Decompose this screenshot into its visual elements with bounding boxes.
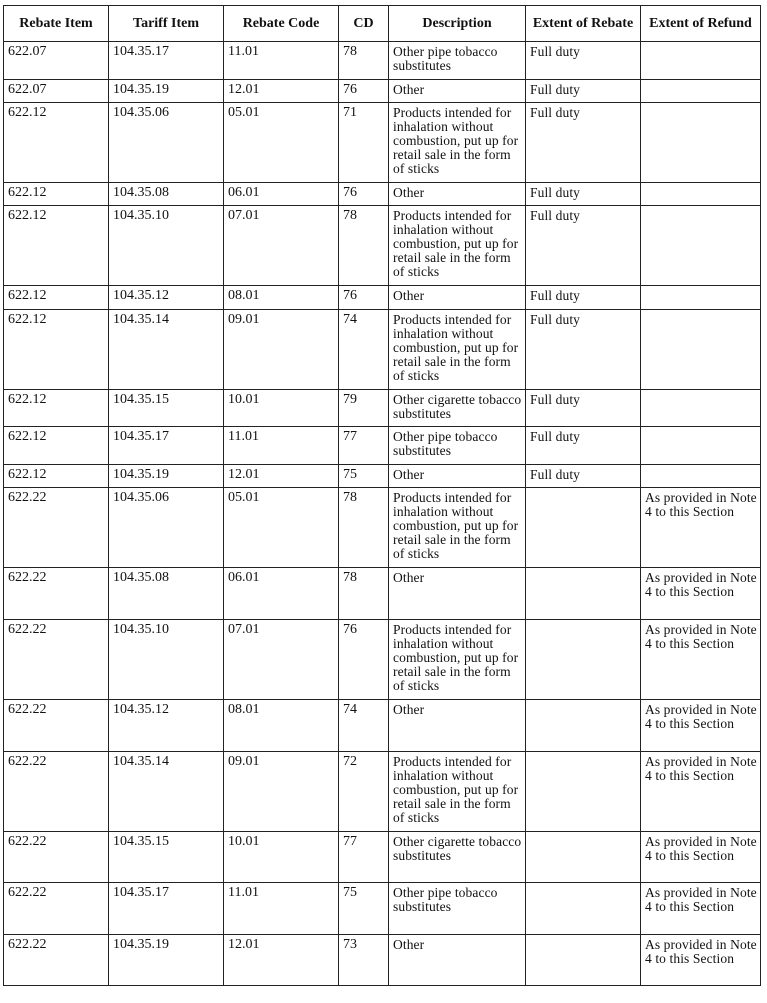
cell-rebate-code: 09.01 (224, 752, 339, 832)
cell-extent-of-refund (641, 206, 761, 286)
cell-rebate-item: 622.22 (4, 832, 109, 883)
cell-extent-of-refund (641, 465, 761, 488)
cell-extent-of-refund: As provided in Note 4 to this Section (641, 935, 761, 986)
cell-extent-of-refund: As provided in Note 4 to this Section (641, 488, 761, 568)
cell-extent-of-refund (641, 390, 761, 427)
rebate-table (3, 5, 761, 986)
table-row (4, 206, 761, 286)
cell-extent-of-rebate: Full duty (526, 465, 641, 488)
cell-tariff-item: 104.35.10 (109, 206, 224, 286)
cell-rebate-item: 622.12 (4, 183, 109, 206)
cell-cd: 78 (339, 568, 389, 620)
cell-description: Products intended for inhalation without combustion, put up for retail sale in the form of sticks (389, 620, 526, 700)
cell-description: Products intended for inhalation without combustion, put up for retail sale in the form of sticks (389, 752, 526, 832)
cell-cd: 74 (339, 700, 389, 752)
cell-tariff-item: 104.35.08 (109, 183, 224, 206)
cell-rebate-code: 11.01 (224, 427, 339, 465)
cell-rebate-code: 06.01 (224, 183, 339, 206)
cell-tariff-item: 104.35.08 (109, 568, 224, 620)
cell-rebate-code: 05.01 (224, 488, 339, 568)
table-row (4, 390, 761, 427)
cell-extent-of-rebate (526, 620, 641, 700)
cell-extent-of-refund (641, 103, 761, 183)
header-extent-of-rebate: Extent of Rebate (526, 6, 641, 42)
cell-extent-of-rebate: Full duty (526, 390, 641, 427)
cell-rebate-code: 12.01 (224, 465, 339, 488)
cell-extent-of-rebate (526, 935, 641, 986)
cell-extent-of-rebate: Full duty (526, 206, 641, 286)
cell-cd: 78 (339, 206, 389, 286)
cell-cd: 75 (339, 465, 389, 488)
cell-cd: 76 (339, 80, 389, 103)
cell-description: Products intended for inhalation without combustion, put up for retail sale in the form of sticks (389, 103, 526, 183)
cell-extent-of-rebate: Full duty (526, 310, 641, 390)
cell-description: Other (389, 286, 526, 310)
cell-rebate-item: 622.22 (4, 620, 109, 700)
cell-description: Other (389, 935, 526, 986)
cell-extent-of-refund (641, 310, 761, 390)
cell-tariff-item: 104.35.19 (109, 935, 224, 986)
header-row (4, 6, 761, 42)
cell-extent-of-rebate (526, 700, 641, 752)
cell-extent-of-refund (641, 286, 761, 310)
cell-extent-of-rebate: Full duty (526, 80, 641, 103)
cell-tariff-item: 104.35.17 (109, 883, 224, 935)
cell-description: Other (389, 465, 526, 488)
cell-extent-of-rebate (526, 488, 641, 568)
cell-extent-of-rebate: Full duty (526, 103, 641, 183)
cell-rebate-code: 08.01 (224, 286, 339, 310)
cell-rebate-item: 622.12 (4, 103, 109, 183)
cell-rebate-item: 622.12 (4, 310, 109, 390)
cell-extent-of-rebate: Full duty (526, 286, 641, 310)
cell-extent-of-rebate: Full duty (526, 183, 641, 206)
cell-description: Products intended for inhalation without combustion, put up for retail sale in the form of sticks (389, 206, 526, 286)
header-rebate-item: Rebate Item (4, 6, 109, 42)
cell-rebate-code: 11.01 (224, 883, 339, 935)
cell-tariff-item: 104.35.17 (109, 42, 224, 80)
cell-cd: 78 (339, 42, 389, 80)
table-row (4, 310, 761, 390)
cell-cd: 71 (339, 103, 389, 183)
table-row (4, 286, 761, 310)
cell-cd: 76 (339, 183, 389, 206)
cell-extent-of-refund: As provided in Note 4 to this Section (641, 700, 761, 752)
cell-description: Other cigarette tobacco substitutes (389, 390, 526, 427)
cell-tariff-item: 104.35.10 (109, 620, 224, 700)
cell-tariff-item: 104.35.12 (109, 286, 224, 310)
cell-rebate-code: 08.01 (224, 700, 339, 752)
cell-description: Other (389, 700, 526, 752)
table-row (4, 935, 761, 986)
cell-cd: 79 (339, 390, 389, 427)
table-row (4, 700, 761, 752)
cell-rebate-item: 622.22 (4, 700, 109, 752)
cell-tariff-item: 104.35.06 (109, 103, 224, 183)
table-row (4, 568, 761, 620)
cell-rebate-item: 622.12 (4, 465, 109, 488)
cell-cd: 74 (339, 310, 389, 390)
cell-extent-of-refund: As provided in Note 4 to this Section (641, 752, 761, 832)
cell-tariff-item: 104.35.17 (109, 427, 224, 465)
cell-cd: 77 (339, 427, 389, 465)
cell-rebate-item: 622.12 (4, 390, 109, 427)
cell-rebate-code: 06.01 (224, 568, 339, 620)
cell-rebate-code: 05.01 (224, 103, 339, 183)
table-row (4, 883, 761, 935)
cell-tariff-item: 104.35.06 (109, 488, 224, 568)
cell-rebate-code: 12.01 (224, 935, 339, 986)
cell-rebate-code: 09.01 (224, 310, 339, 390)
cell-tariff-item: 104.35.15 (109, 390, 224, 427)
table-row (4, 620, 761, 700)
table-row (4, 427, 761, 465)
cell-description: Products intended for inhalation without combustion, put up for retail sale in the form of sticks (389, 310, 526, 390)
cell-description: Other pipe tobacco substitutes (389, 42, 526, 80)
cell-extent-of-refund: As provided in Note 4 to this Section (641, 883, 761, 935)
cell-extent-of-rebate (526, 752, 641, 832)
cell-description: Other pipe tobacco substitutes (389, 427, 526, 465)
cell-extent-of-refund (641, 183, 761, 206)
cell-rebate-item: 622.22 (4, 883, 109, 935)
cell-extent-of-refund: As provided in Note 4 to this Section (641, 620, 761, 700)
cell-extent-of-rebate (526, 568, 641, 620)
table-row (4, 103, 761, 183)
cell-description: Other (389, 568, 526, 620)
header-extent-of-refund: Extent of Refund (641, 6, 761, 42)
cell-cd: 77 (339, 832, 389, 883)
cell-description: Other (389, 183, 526, 206)
cell-rebate-code: 11.01 (224, 42, 339, 80)
table-row (4, 42, 761, 80)
table-row (4, 183, 761, 206)
cell-extent-of-refund (641, 427, 761, 465)
cell-tariff-item: 104.35.15 (109, 832, 224, 883)
cell-cd: 73 (339, 935, 389, 986)
cell-rebate-code: 07.01 (224, 206, 339, 286)
table-row (4, 80, 761, 103)
cell-description: Other pipe tobacco substitutes (389, 883, 526, 935)
cell-rebate-code: 10.01 (224, 832, 339, 883)
cell-rebate-item: 622.07 (4, 42, 109, 80)
cell-rebate-item: 622.22 (4, 935, 109, 986)
cell-rebate-item: 622.12 (4, 206, 109, 286)
cell-cd: 72 (339, 752, 389, 832)
cell-cd: 76 (339, 286, 389, 310)
cell-extent-of-rebate (526, 883, 641, 935)
table-row (4, 752, 761, 832)
table-body (4, 42, 761, 986)
cell-cd: 78 (339, 488, 389, 568)
cell-rebate-item: 622.07 (4, 80, 109, 103)
header-cd: CD (339, 6, 389, 42)
cell-cd: 76 (339, 620, 389, 700)
cell-extent-of-refund: As provided in Note 4 to this Section (641, 568, 761, 620)
cell-extent-of-rebate: Full duty (526, 427, 641, 465)
cell-tariff-item: 104.35.14 (109, 752, 224, 832)
table-row (4, 488, 761, 568)
cell-cd: 75 (339, 883, 389, 935)
cell-tariff-item: 104.35.19 (109, 465, 224, 488)
cell-rebate-item: 622.22 (4, 568, 109, 620)
cell-rebate-item: 622.22 (4, 488, 109, 568)
cell-rebate-item: 622.12 (4, 427, 109, 465)
header-rebate-code: Rebate Code (224, 6, 339, 42)
header-tariff-item: Tariff Item (109, 6, 224, 42)
cell-rebate-code: 12.01 (224, 80, 339, 103)
cell-rebate-item: 622.22 (4, 752, 109, 832)
cell-extent-of-refund: As provided in Note 4 to this Section (641, 832, 761, 883)
cell-rebate-code: 10.01 (224, 390, 339, 427)
header-description: Description (389, 6, 526, 42)
cell-tariff-item: 104.35.19 (109, 80, 224, 103)
cell-extent-of-rebate: Full duty (526, 42, 641, 80)
cell-extent-of-refund (641, 42, 761, 80)
cell-description: Other (389, 80, 526, 103)
cell-description: Other cigarette tobacco substitutes (389, 832, 526, 883)
table-row (4, 465, 761, 488)
cell-tariff-item: 104.35.14 (109, 310, 224, 390)
cell-extent-of-refund (641, 80, 761, 103)
cell-rebate-item: 622.12 (4, 286, 109, 310)
table-row (4, 832, 761, 883)
cell-extent-of-rebate (526, 832, 641, 883)
cell-description: Products intended for inhalation without combustion, put up for retail sale in the form of sticks (389, 488, 526, 568)
cell-tariff-item: 104.35.12 (109, 700, 224, 752)
cell-rebate-code: 07.01 (224, 620, 339, 700)
